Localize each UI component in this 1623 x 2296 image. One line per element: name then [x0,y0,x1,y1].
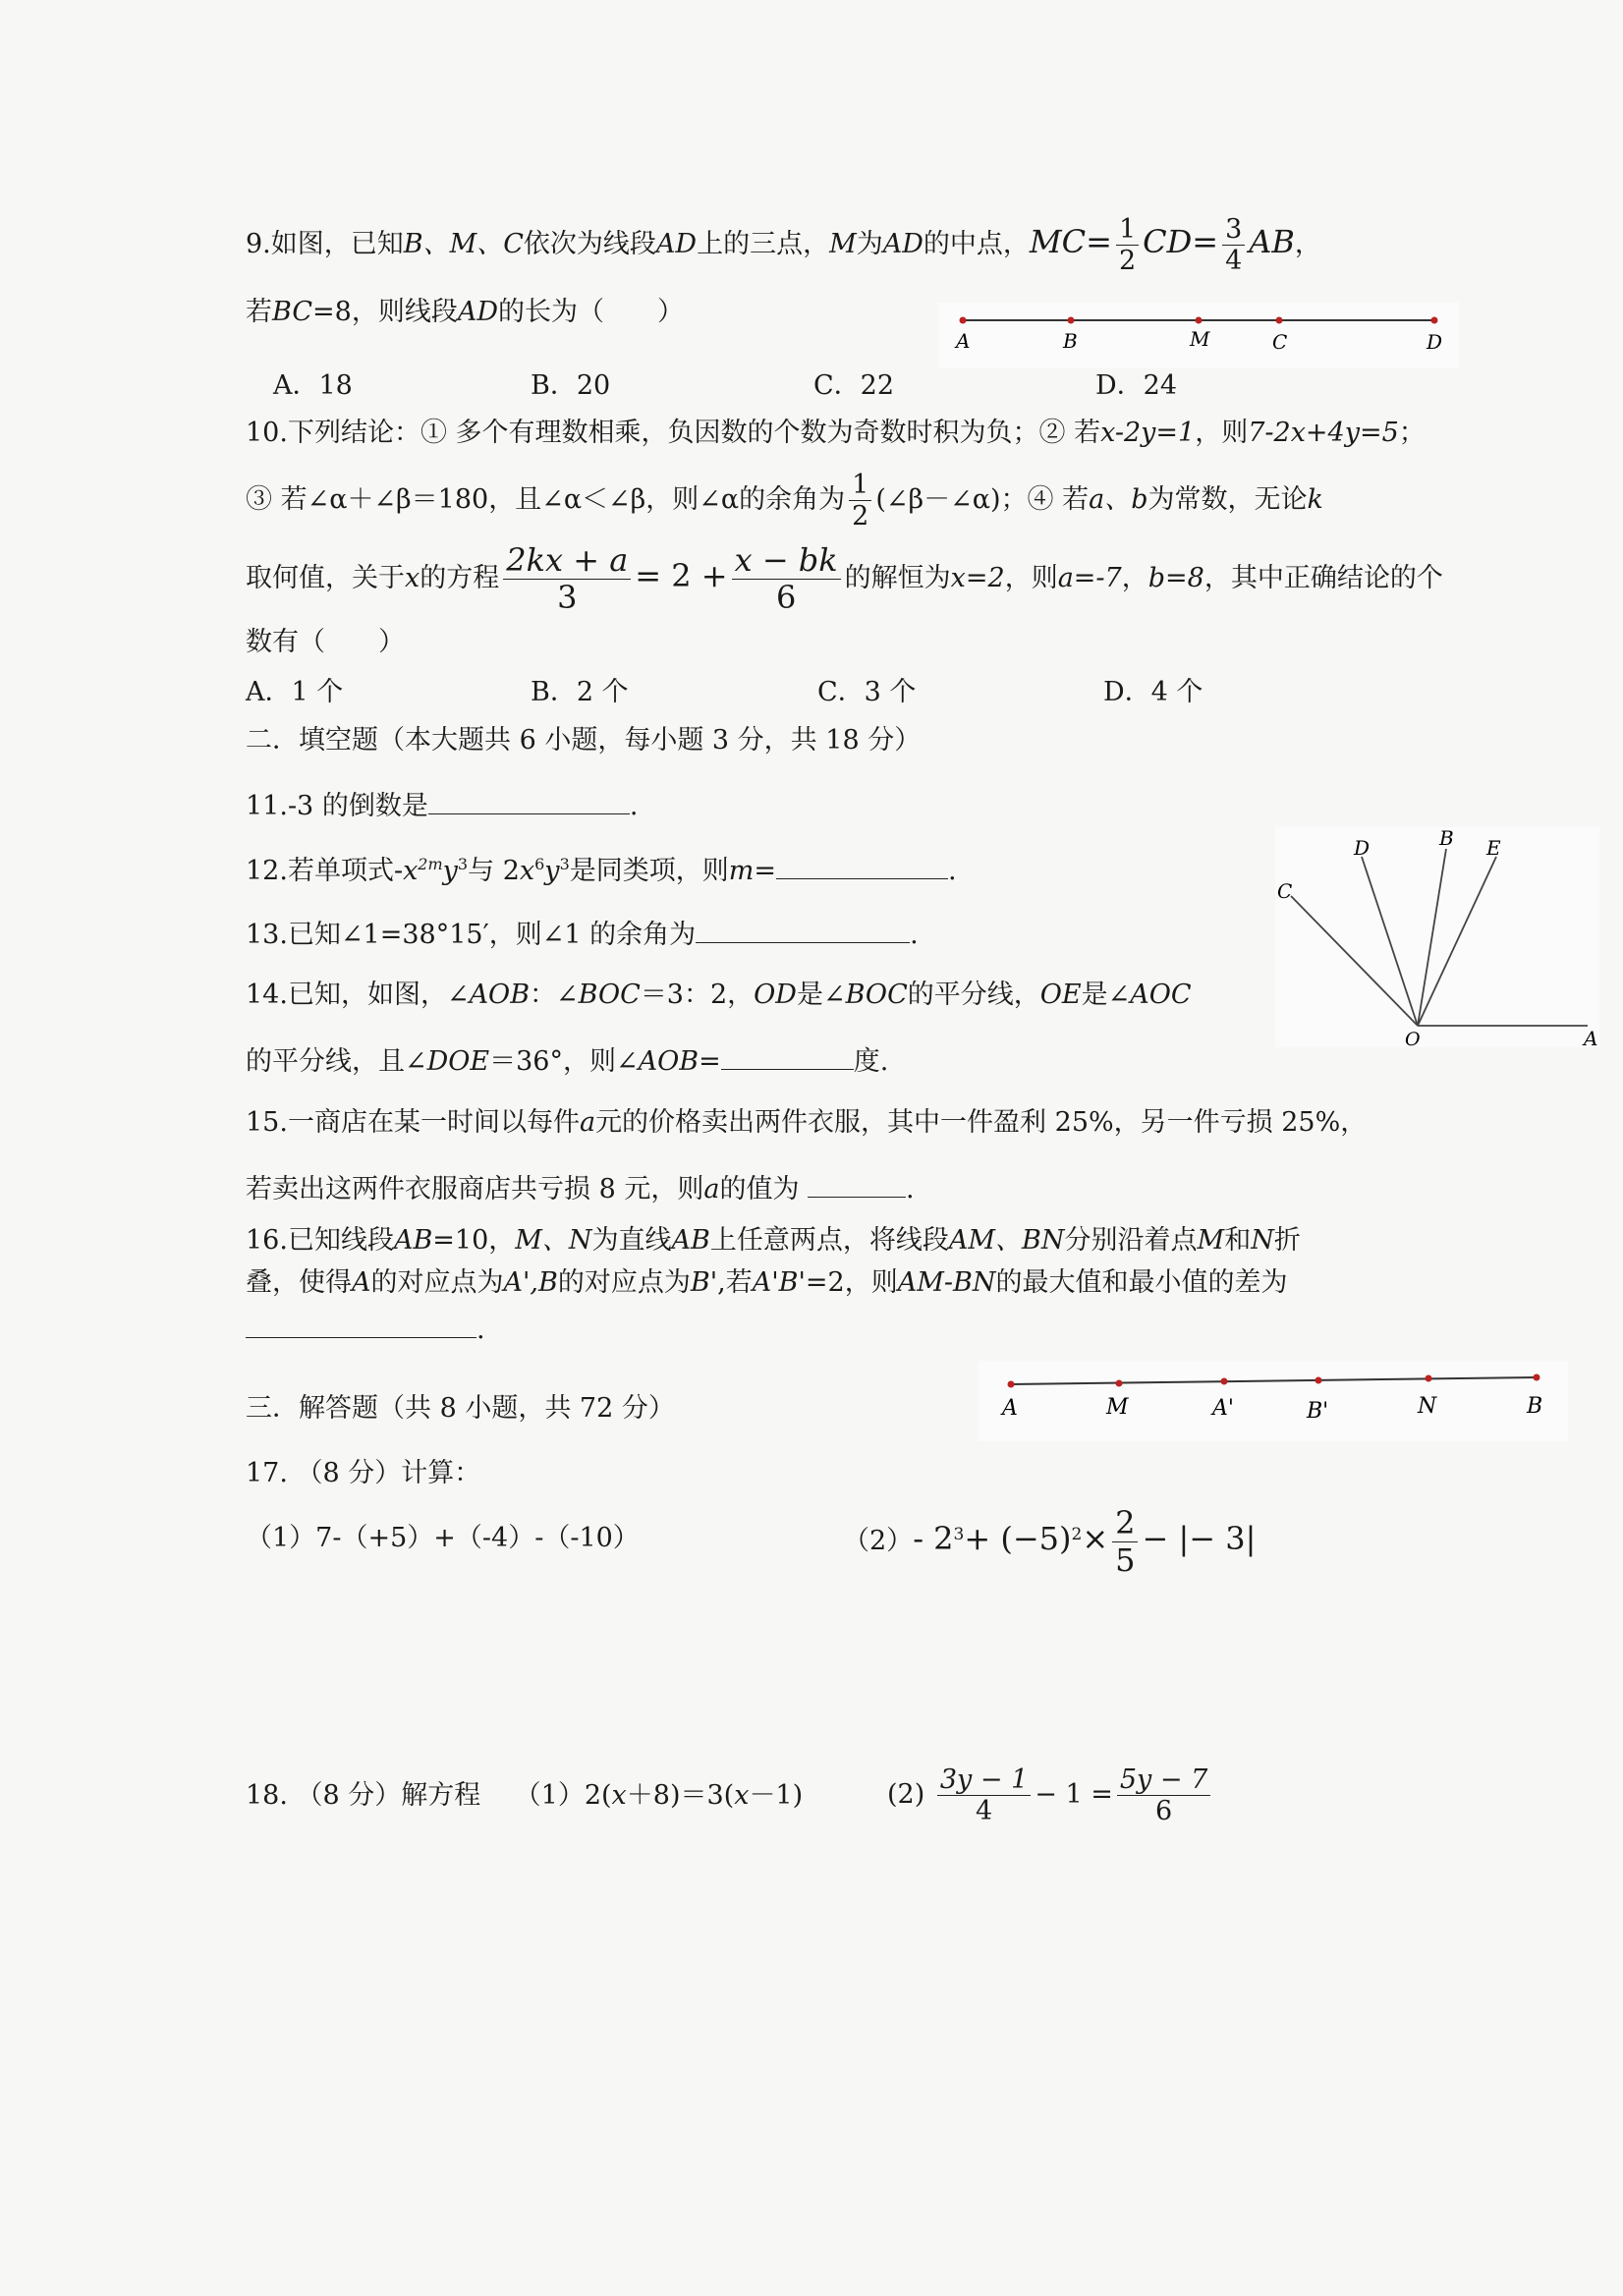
q15-line1: 15.一商店在某一时间以每件a元的价格卖出两件衣服，其中一件盈利 25%，另一件亏损 25%， [246,1107,1368,1138]
point-c [1276,317,1283,324]
q10-option-d[interactable]: D．4 个 [1103,677,1203,707]
q9-line1: 9.如图，已知B、M、C依次为线段AD上的三点，M为AD的中点，MC= $\frac{1}{2}$ CD= $\frac{3}{4}$ AB， [246,214,1321,277]
label-a-prime: A' [1212,1396,1234,1421]
q9-frac-half: $\frac{1}{2}$ [1116,214,1139,276]
point-m [1196,317,1203,324]
label-c: C [1272,330,1288,354]
label-a: A [1002,1396,1018,1421]
label-m: M [1190,327,1210,351]
label-o: O [1405,1029,1421,1047]
q17-title: 17. （8 分）计算： [246,1458,481,1488]
q9-segment-figure [938,303,1459,367]
label-b: B [1439,827,1454,850]
label-a: A [956,329,971,353]
q10-option-c[interactable]: C．3 个 [817,677,917,707]
q11: 11.-3 的倒数是 . [246,788,638,822]
point-m [1116,1380,1123,1387]
q14-line1: 14.已知，如图，∠AOB：∠BOC＝3：2，OD是∠BOC的平分线，OE是∠AOC [246,980,1192,1010]
q9-option-c[interactable]: C．22 [813,370,895,401]
q14-answer-blank[interactable] [721,1043,854,1070]
label-b: B [1527,1394,1543,1419]
point-b [1534,1374,1540,1381]
label-e: E [1486,836,1501,860]
q16-segment-svg [979,1361,1568,1441]
q16-line2: 叠，使得A的对应点为A',B的对应点为B',若A'B'=2，则AM-BN的最大值和最小值的差为 [246,1267,1288,1298]
q10-line3: 取何值，关于x的方程 $\frac{2kx + a}{3}$ = 2 + $\frac{x - bk}{6}$ 的解恒为x=2，则a=-7，b=8，其中正确结论的个 [246,541,1443,616]
label-a: A [1584,1027,1598,1047]
q10-line1: 10.下列结论：① 多个有理数相乘，负因数的个数为奇数时积为负；② 若x-2y=1，则7-2x+4y=5； [246,418,1426,448]
q9-option-d[interactable]: D．24 [1095,370,1178,401]
q11-answer-blank[interactable] [428,788,630,814]
q18-line: 18. （8 分）解方程 （1）2(x＋8)＝3(x－1) [246,1780,804,1811]
label-b-prime: B' [1307,1399,1329,1424]
q9-segment-svg [938,303,1459,367]
ray-ob [1418,849,1446,1026]
point-b [1068,317,1075,324]
q18-part2: (2) $\frac{3y - 1}{4}$ − 1 = $\frac{5y - 7}{6}$ [887,1764,1214,1826]
q18-right-frac: $\frac{5y - 7}{6}$ [1117,1764,1210,1826]
segment-ab [1011,1377,1537,1384]
q14-angle-figure [1275,827,1599,1047]
point-n [1426,1375,1432,1382]
ray-oc [1291,896,1418,1026]
point-a [960,317,967,324]
q15-line2: 若卖出这两件衣服商店共亏损 8 元，则a的值为 . [246,1171,915,1205]
q9-option-b[interactable]: B．20 [531,370,611,401]
point-d [1431,317,1438,324]
q12-answer-blank[interactable] [776,853,948,879]
q10-frac-half: $\frac{1}{2}$ [849,470,871,532]
q9-frac-three-quarters: $\frac{3}{4}$ [1222,214,1245,276]
q17-part2: （2）- $2^3+ (-5)^2\times$ $\frac{2}{5}$ − |− 3| [843,1504,1257,1579]
q10-line4: 数有（ ） [246,627,405,657]
label-c: C [1277,879,1293,903]
q10-option-b[interactable]: B．2 个 [531,677,629,707]
q10-option-a[interactable]: A．1 个 [246,677,344,707]
q16-answer-blank[interactable] [246,1312,476,1338]
q12: 12.若单项式$-x^{2m}y^3$与 $2x^6y^3$是同类项，则m= . [246,855,957,886]
q10-eq-left-frac: $\frac{2kx + a}{3}$ [503,542,631,616]
label-n: N [1418,1394,1437,1419]
label-d: D [1427,330,1443,354]
q16-segment-figure [979,1361,1568,1441]
q13: 13.已知∠1=38°15′，则∠1 的余角为 . [246,917,919,951]
q10-eq-right-frac: $\frac{x - bk}{6}$ [732,542,841,616]
ray-oe [1418,857,1496,1026]
q16-line1: 16.已知线段AB=10，M、N为直线AB上任意两点，将线段AM、BN分别沿着点M和N折 [246,1225,1301,1256]
section-3-heading: 三．解答题（共 8 小题，共 72 分） [246,1393,675,1424]
q15-answer-blank[interactable] [808,1171,906,1198]
point-a-prime [1221,1378,1228,1385]
label-m: M [1106,1395,1129,1420]
q9-option-a[interactable]: A．18 [273,370,353,401]
q14-line2: 的平分线，且∠DOE＝36°，则∠AOB= 度. [246,1043,888,1078]
section-2-heading: 二．填空题（本大题共 6 小题，每小题 3 分，共 18 分） [246,725,922,756]
point-b-prime [1315,1377,1322,1384]
label-d: D [1354,836,1371,860]
ray-od [1362,857,1418,1026]
q13-answer-blank[interactable] [696,917,910,943]
label-b: B [1063,329,1078,353]
q9-line2: 若BC=8，则线段AD的长为（ ） [246,297,684,327]
q17-part1: （1）7-（+5）+（-4）-（-10） [246,1523,640,1553]
q18-left-frac: $\frac{3y - 1}{4}$ [937,1764,1031,1826]
point-a [1008,1381,1015,1388]
q10-line2: ③ 若∠α＋∠β＝180，且∠α＜∠β，则∠α的余角为 $\frac{1}{2}$ (∠β－∠α)；④ 若a、b为常数，无论k [246,470,1323,532]
q14-angle-svg [1275,827,1599,1047]
q16-line3: . [246,1312,485,1346]
q17-frac-two-fifths: $\frac{2}{5}$ [1112,1505,1138,1579]
